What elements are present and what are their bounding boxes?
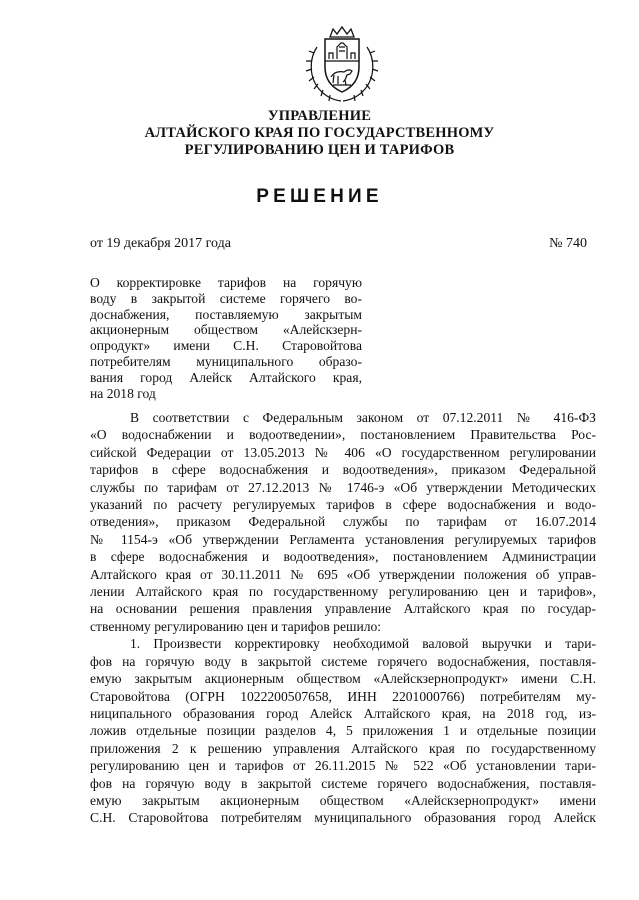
body-line: отведения», приказом Федеральной службы по тарифам от 16.07.2014 <box>90 514 596 530</box>
agency-header <box>0 108 639 159</box>
subject-line: доснабжения, поставляемую закрытым <box>90 306 362 322</box>
body-line: приложения 2 к решению управления Алтайского края по государственному <box>90 740 596 756</box>
body-line: регулированию цен и тарифов от 26.11.2015 № 522 «Об установлении тари- <box>90 758 596 774</box>
body-line: фов на горячую воду в закрытой системе горячего водоснабжения, поставля- <box>90 775 596 791</box>
body-line: указаний по расчету регулируемых тарифов в сфере водоснабжения и водо- <box>90 497 596 513</box>
body-line: ственному регулированию цен и тарифов решило: <box>90 618 382 634</box>
body-line: в сфере водоснабжения и водоотведения», постановлением Администрации <box>90 549 596 565</box>
body-line: Старовойтова (ОГРН 1022200507658, ИНН 2201000766) потребителям му- <box>90 688 596 704</box>
body-line: ложив отдельные позиции разделов 4, 5 приложения 1 и отдельные позиции <box>90 723 596 739</box>
subject-line: потребителям муниципального образо- <box>90 353 362 369</box>
body-line: В соответствии с Федеральным законом от 07.12.2011 № 416-ФЗ <box>130 410 596 425</box>
body-line: Алтайского края от 30.11.2011 № 695 «Об утверждении положения об управ- <box>90 566 596 582</box>
decision-number: № 740 <box>549 236 587 251</box>
body-line: ниципального образования город Алейск Алтайского края, на 2018 год, из- <box>90 705 596 721</box>
body-line: емую закрытым акционерным обществом «Алейскзернопродукт» имени С.Н. <box>90 671 596 687</box>
subject-line: опродукт» имени С.Н. Старовойтова <box>90 338 362 354</box>
body-line: на основании решения правления управление Алтайского края по государ- <box>90 601 596 617</box>
coat-of-arms-icon <box>303 25 381 105</box>
body-line: емую закрытым акционерным обществом «Алейскзернопродукт» имени <box>90 792 596 808</box>
subject-line: на 2018 год <box>90 385 156 401</box>
body-line: «О водоснабжении и водоотведении», постановлением Правительства Рос- <box>90 427 596 443</box>
body-line: лении Алтайского края по государственному регулированию цен и тарифов», <box>90 584 596 600</box>
body-line: 1. Произвести корректировку необходимой валовой выручки и тари- <box>130 636 596 652</box>
subject-line: О корректировке тарифов на горячую <box>90 275 362 290</box>
body-line: фов на горячую воду в закрытой системе горячего водоснабжения, поставля- <box>90 653 596 669</box>
header-line: РЕГУЛИРОВАНИЮ ЦЕН И ТАРИФОВ <box>184 142 455 158</box>
subject-line: вания город Алейск Алтайского края, <box>90 369 362 385</box>
subject-line: акционерным обществом «Алейскзерн- <box>90 322 362 338</box>
header-line: АЛТАЙСКОГО КРАЯ ПО ГОСУДАРСТВЕННОМУ <box>144 125 495 141</box>
decision-subject <box>90 275 362 401</box>
body-line: № 1154-э «Об утверждении Регламента установления регулируемых тарифов <box>90 531 596 547</box>
subject-line: воду в закрытой системе горячего во- <box>90 290 362 306</box>
document-title: РЕШЕНИЕ <box>256 186 383 207</box>
decision-body <box>90 409 596 827</box>
header-line: УПРАВЛЕНИЕ <box>267 108 372 124</box>
body-line: сийской Федерации от 13.05.2013 № 406 «О государственном регулировании <box>90 444 596 460</box>
body-line: С.Н. Старовойтова потребителям муниципального образования город Алейск <box>90 810 596 826</box>
decision-date: от 19 декабря 2017 года <box>90 236 231 251</box>
body-line: тарифов в сфере водоснабжения и водоотведения», приказом Федеральной <box>90 462 596 478</box>
body-line: службы по тарифам от 27.12.2013 № 1746-э «Об утверждении Методических <box>90 479 596 495</box>
